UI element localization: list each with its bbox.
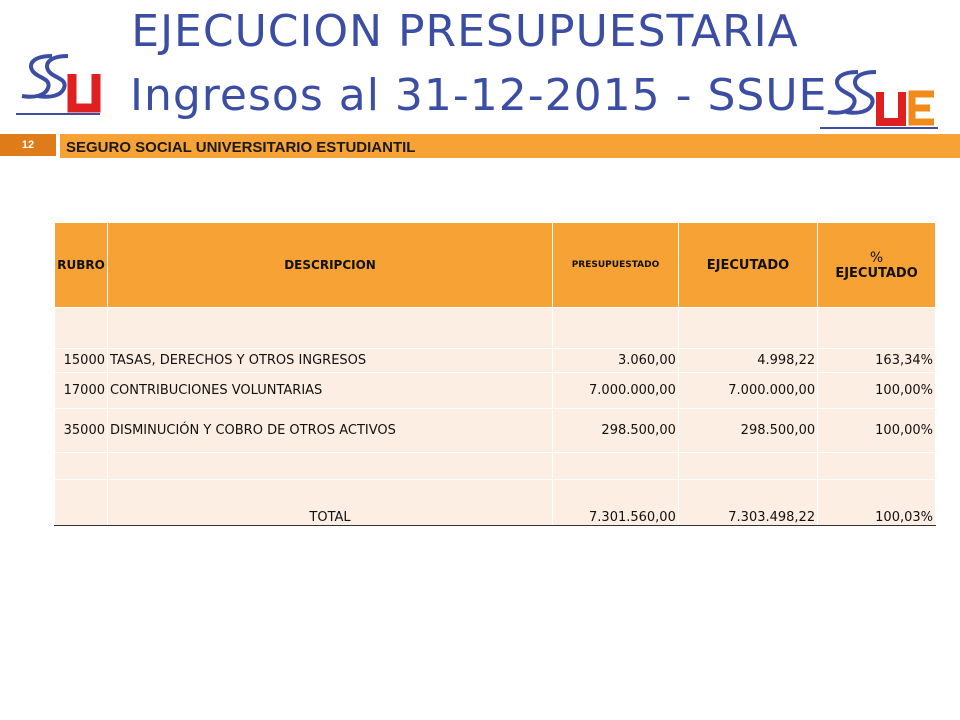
cell-rubro: 15000 [55, 349, 108, 373]
cell-presupuestado: 7.000.000,00 [553, 373, 679, 409]
header-ejecutado: EJECUTADO [678, 223, 817, 308]
header-presupuestado: PRESUPUESTADO [553, 223, 679, 308]
org-banner [60, 134, 960, 158]
total-pct: 100,03% [818, 480, 936, 526]
budget-table [54, 222, 936, 526]
cell-descripcion: TASAS, DERECHOS Y OTROS INGRESOS [107, 349, 552, 373]
cell-pct: 100,00% [818, 409, 936, 453]
slide-number: 12 [0, 134, 56, 156]
header-descripcion: DESCRIPCION [107, 223, 552, 308]
page-title: EJECUCION PRESUPUESTARIA [131, 6, 799, 57]
cell-ejecutado: 298.500,00 [678, 409, 817, 453]
spacer-row [55, 453, 936, 480]
cell-rubro: 35000 [55, 409, 108, 453]
cell-ejecutado: 7.000.000,00 [678, 373, 817, 409]
table-row [55, 409, 936, 453]
header-rubro: RUBRO [55, 223, 108, 308]
org-name: SEGURO SOCIAL UNIVERSITARIO ESTUDIANTIL [66, 139, 416, 156]
ssue-logo [818, 66, 940, 138]
cell-ejecutado: 4.998,22 [678, 349, 817, 373]
table-header-row [55, 223, 936, 308]
total-row [55, 480, 936, 526]
pct-label: EJECUTADO [835, 265, 918, 281]
cell-descripcion: DISMINUCIÓN Y COBRO DE OTROS ACTIVOS [107, 409, 552, 453]
cell-pct: 100,00% [818, 373, 936, 409]
cell-descripcion: CONTRIBUCIONES VOLUNTARIAS [107, 373, 552, 409]
total-ejecutado: 7.303.498,22 [678, 480, 817, 526]
table-row [55, 373, 936, 409]
pct-symbol: % [869, 249, 884, 266]
spacer-row [55, 308, 936, 349]
total-label: TOTAL [107, 480, 552, 526]
cell-rubro: 17000 [55, 373, 108, 409]
page-subtitle: Ingresos al 31-12-2015 - SSUE [130, 70, 828, 121]
cell-presupuestado: 3.060,00 [553, 349, 679, 373]
ssu-logo [12, 52, 104, 126]
table-row [55, 349, 936, 373]
total-presupuestado: 7.301.560,00 [553, 480, 679, 526]
header-pct-ejecutado [818, 223, 936, 308]
cell-pct: 163,34% [818, 349, 936, 373]
cell-presupuestado: 298.500,00 [553, 409, 679, 453]
